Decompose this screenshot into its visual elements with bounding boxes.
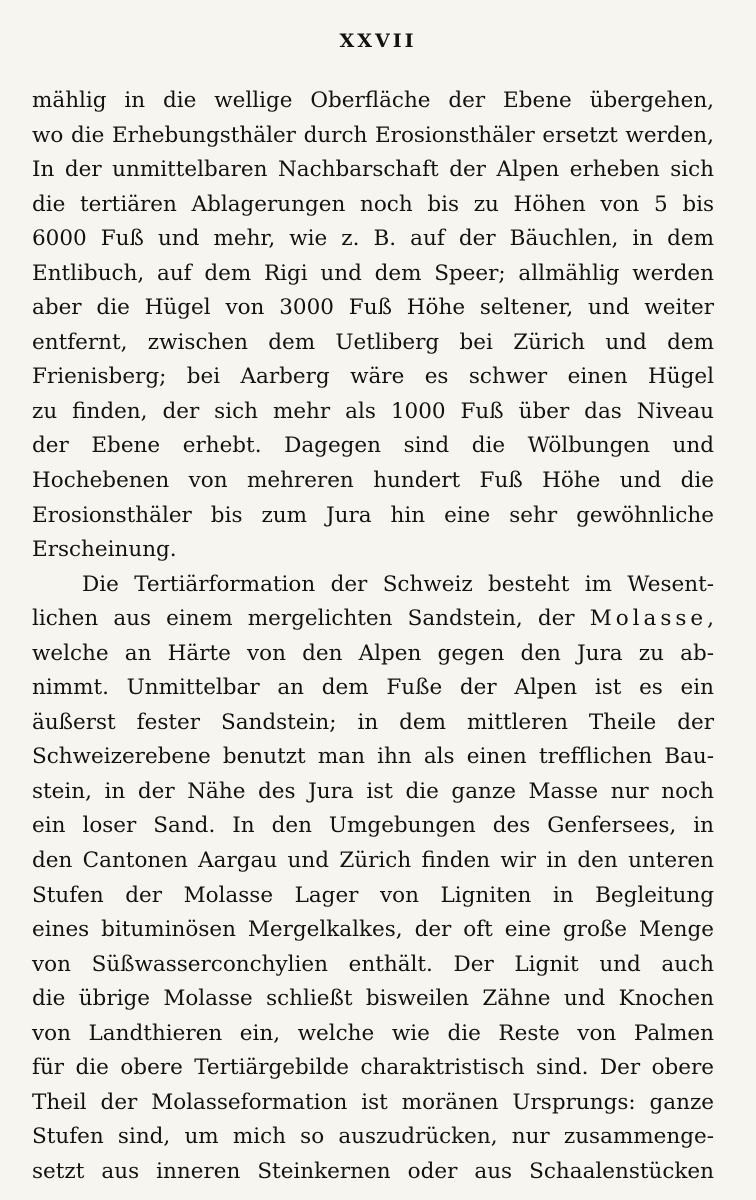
text-fragment: lichen aus einem mergelichten Sandstein, der	[32, 606, 575, 632]
text-line: die tertiären Ablagerungen noch bis zu Höhen von 5 bis	[32, 191, 714, 217]
text-line: stein, in der Nähe des Jura ist die ganze Masse nur noch	[32, 778, 714, 804]
text-line: Theil der Molasseformation ist moränen Ursprungs: ganze	[32, 1089, 714, 1115]
text-line	[32, 602, 714, 637]
text-line: der Ebene erhebt. Dagegen sind die Wölbungen und	[32, 433, 714, 459]
text-line: von Landthieren ein, welche wie die Reste von Palmen	[32, 1020, 714, 1046]
text-line: äußerst fester Sandstein; in dem mittleren Theile der	[32, 709, 714, 735]
text-line: mählig in die wellige Oberfläche der Ebene übergehen,	[32, 88, 714, 113]
text-line: Stufen sind, um mich so auszudrücken, nur zusammenge-	[32, 1124, 714, 1150]
text-line: welche an Härte von den Alpen gegen den Jura zu ab-	[32, 640, 714, 666]
text-line: zu finden, der sich mehr als 1000 Fuß über das Niveau	[32, 398, 714, 424]
text-line: Frienisberg; bei Aarberg wäre es schwer einen Hügel	[32, 364, 714, 390]
text-line: die übrige Molasse schließt bisweilen Zähne und Knochen	[32, 986, 714, 1012]
text-line: In der unmittelbaren Nachbarschaft der Alpen erheben sich	[32, 157, 714, 183]
text-fragment: ,	[707, 606, 714, 632]
text-line: eines bituminösen Mergelkalkes, der oft eine große Menge	[32, 917, 714, 943]
page-number: XXVII	[339, 30, 417, 52]
paragraph-2	[32, 568, 714, 1190]
text-line: Die Tertiärformation der Schweiz besteht im Wesent-	[82, 571, 714, 597]
text-line: entfernt, zwischen dem Uetliberg bei Zürich und dem	[32, 329, 714, 355]
text-line: den Cantonen Aargau und Zürich finden wir in den unteren	[32, 848, 714, 874]
text-line: von Süßwasserconchylien enthält. Der Lignit und auch	[32, 951, 714, 977]
emphasized-term: Molasse	[589, 606, 708, 632]
text-line: Schweizerebene benutzt man ihn als einen trefflichen Bau-	[32, 744, 714, 770]
text-line: Entlibuch, auf dem Rigi und dem Speer; allmählig werden	[32, 260, 714, 286]
text-line: ein loser Sand. In den Umgebungen des Genfersees, in	[32, 813, 714, 839]
paragraph-1	[32, 84, 714, 568]
body-text	[32, 84, 714, 1190]
text-line: für die obere Tertiärgebilde charaktristisch sind. Der obere	[32, 1055, 714, 1081]
text-line: nimmt. Unmittelbar an dem Fuße der Alpen ist es ein	[32, 675, 714, 701]
text-line: aber die Hügel von 3000 Fuß Höhe seltener, und weiter	[32, 295, 714, 321]
text-line: wo die Erhebungsthäler durch Erosionsthäler ersetzt werden,	[32, 122, 714, 148]
text-line: Erscheinung.	[32, 537, 177, 563]
text-line: 6000 Fuß und mehr, wie z. B. auf der Bäuchlen, in dem	[32, 226, 714, 252]
text-line: Erosionsthäler bis zum Jura hin eine sehr gewöhnliche	[32, 502, 714, 528]
text-line: Hochebenen von mehreren hundert Fuß Höhe und die	[32, 468, 714, 494]
text-line: setzt aus inneren Steinkernen oder aus Schaalenstücken	[32, 1158, 714, 1184]
text-line: Stufen der Molasse Lager von Ligniten in Begleitung	[32, 882, 714, 908]
